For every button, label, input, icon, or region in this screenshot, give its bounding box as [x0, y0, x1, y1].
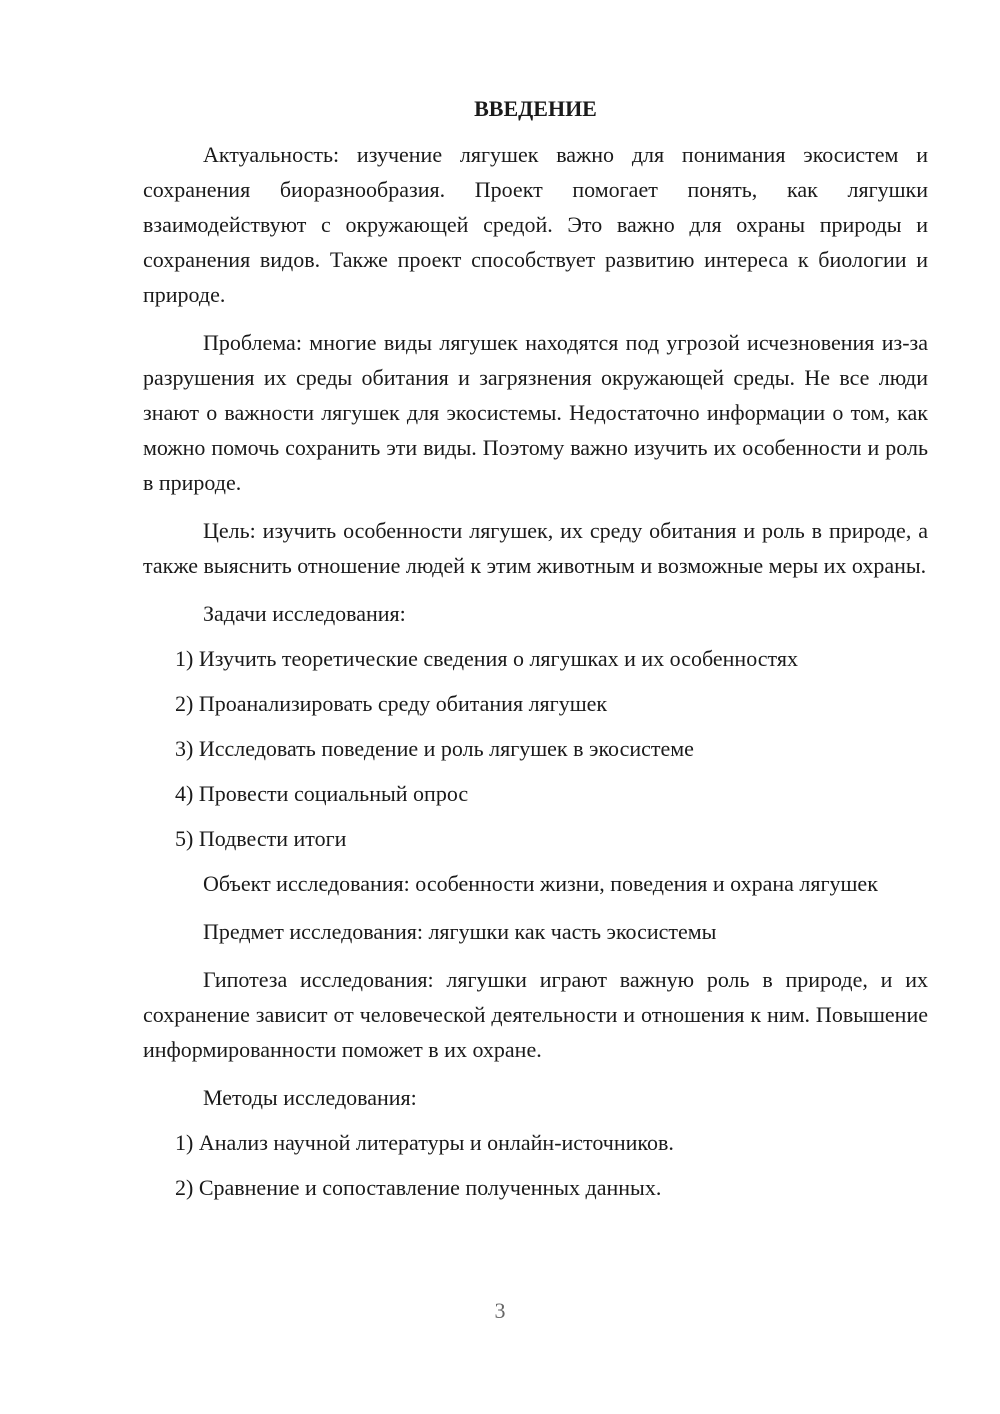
method-item: 2) Сравнение и сопоставление полученных данных.: [175, 1175, 662, 1200]
object-paragraph: Объект исследования: особенности жизни, поведения и охрана лягушек: [203, 871, 878, 896]
methods-heading: Методы исследования:: [203, 1085, 417, 1110]
task-item: 3) Исследовать поведение и роль лягушек в экосистеме: [175, 736, 694, 761]
relevance-paragraph: Актуальность: изучение лягушек важно для понимания экосистем и сохранения биоразнообразия. Проект помогает понять, как лягушки взаимодействуют с окружающей средой. Это важно для охраны природы и сохранения видов. Также проект способствует развитию интереса к биологии и природе.: [143, 142, 928, 307]
goal-paragraph: Цель: изучить особенности лягушек, их среду обитания и роль в природе, а также выяснить отношение людей к этим животным и возможные меры их охраны.: [143, 518, 928, 578]
hypothesis-paragraph: Гипотеза исследования: лягушки играют важную роль в природе, и их сохранение зависит от человеческой деятельности и отношения к ним. Повышение информированности поможет в их охране.: [143, 967, 928, 1062]
task-item: 2) Проанализировать среду обитания лягушек: [175, 691, 608, 716]
task-item: 4) Провести социальный опрос: [175, 781, 469, 806]
document-page: [143, 94, 928, 1215]
tasks-list: [143, 641, 928, 856]
page-number: 3: [494, 1298, 506, 1323]
task-item: 5) Подвести итоги: [175, 826, 347, 851]
problem-paragraph: Проблема: многие виды лягушек находятся под угрозой исчезновения из-за разрушения их среды обитания и загрязнения окружающей среды. Не все люди знают о важности лягушек для экосистемы. Недостаточно информации о том, как можно помочь сохранить эти виды. Поэтому важно изучить их особенности и роль в природе.: [143, 330, 928, 495]
task-item: 1) Изучить теоретические сведения о лягушках и их особенностях: [175, 646, 798, 671]
tasks-heading: Задачи исследования:: [203, 601, 406, 626]
subject-paragraph: Предмет исследования: лягушки как часть экосистемы: [203, 919, 717, 944]
methods-list: [143, 1125, 928, 1205]
page-title: ВВЕДЕНИЕ: [474, 96, 597, 121]
method-item: 1) Анализ научной литературы и онлайн-источников.: [175, 1130, 674, 1155]
